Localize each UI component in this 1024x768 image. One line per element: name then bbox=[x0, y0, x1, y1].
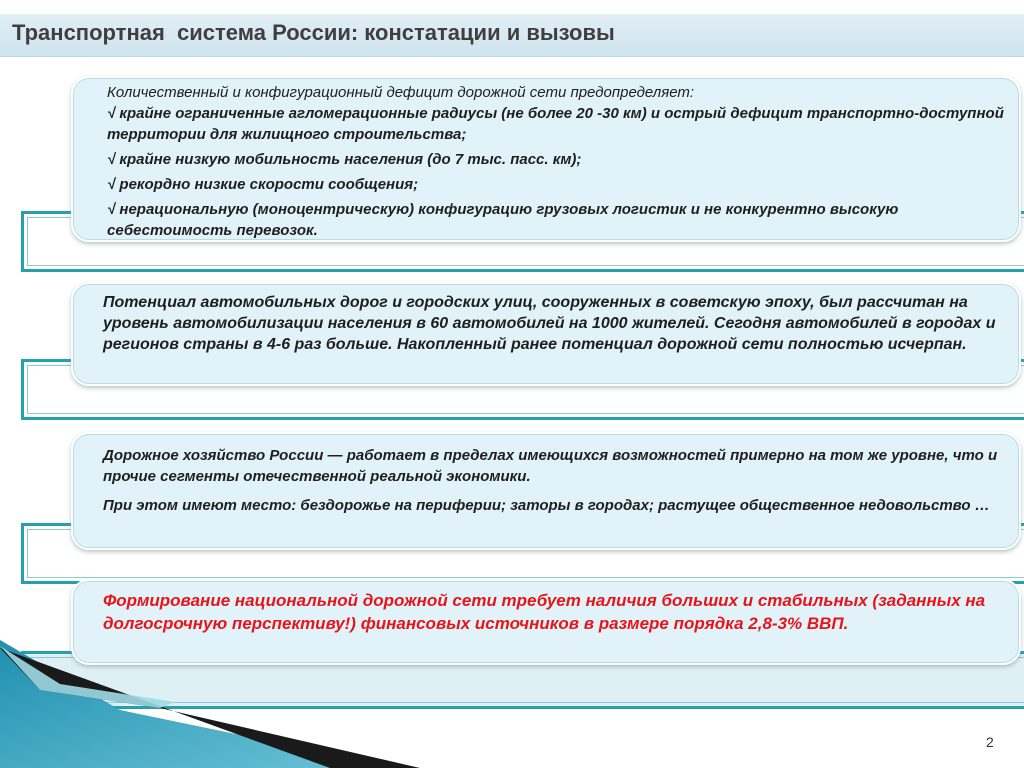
title-bar bbox=[0, 14, 1024, 57]
road-economy-text-2: При этом имеют место: бездорожье на периферии; заторы в городах; растущее общественное недовольство … bbox=[103, 497, 990, 514]
deficit-item: √ нерациональную (моноцентрическую) конфигурацию грузовых логистик и не конкурентно высокую себестоимость перевозок. bbox=[107, 201, 899, 239]
potential-text: Потенциал автомобильных дорог и городских улиц, сооруженных в советскую эпоху, был рассчитан на уровень автомобилизации населения в 60 автомобилей на 1000 жителей. Сегодня автомобилей в городах и регионов страны в 4-6 раз больше. Накопленный ранее потенциал дорожной сети полностью исчерпан. bbox=[103, 294, 996, 353]
slide-title: Транспортная система России: констатации и вызовы bbox=[12, 20, 615, 45]
deficit-item: √ крайне низкую мобильность населения (до 7 тыс. пасс. км); bbox=[107, 151, 582, 168]
page-number: 2 bbox=[986, 734, 994, 750]
road-economy-panel bbox=[71, 432, 1021, 550]
deficit-item: √ рекордно низкие скорости сообщения; bbox=[107, 176, 419, 193]
potential-panel bbox=[71, 282, 1021, 386]
financing-panel bbox=[71, 579, 1021, 665]
deficit-panel bbox=[71, 76, 1021, 242]
deficit-intro: Количественный и конфигурационный дефицит дорожной сети предопределяет: bbox=[107, 84, 695, 101]
financing-text: Формирование национальной дорожной сети требует наличия больших и стабильных (заданных на долгосрочную перспективу!) финансовых источников в размере порядка 2,8-3% ВВП. bbox=[103, 591, 986, 633]
road-economy-text-1: Дорожное хозяйство России — работает в пределах имеющихся возможностей примерно на том же уровне, что и прочие сегменты отечественной реальной экономики. bbox=[103, 447, 998, 485]
deficit-item: √ крайне ограниченные агломерационные радиусы (не более 20 -30 км) и острый дефицит транспортно-доступной территории для жилищного строительства; bbox=[107, 105, 1004, 143]
